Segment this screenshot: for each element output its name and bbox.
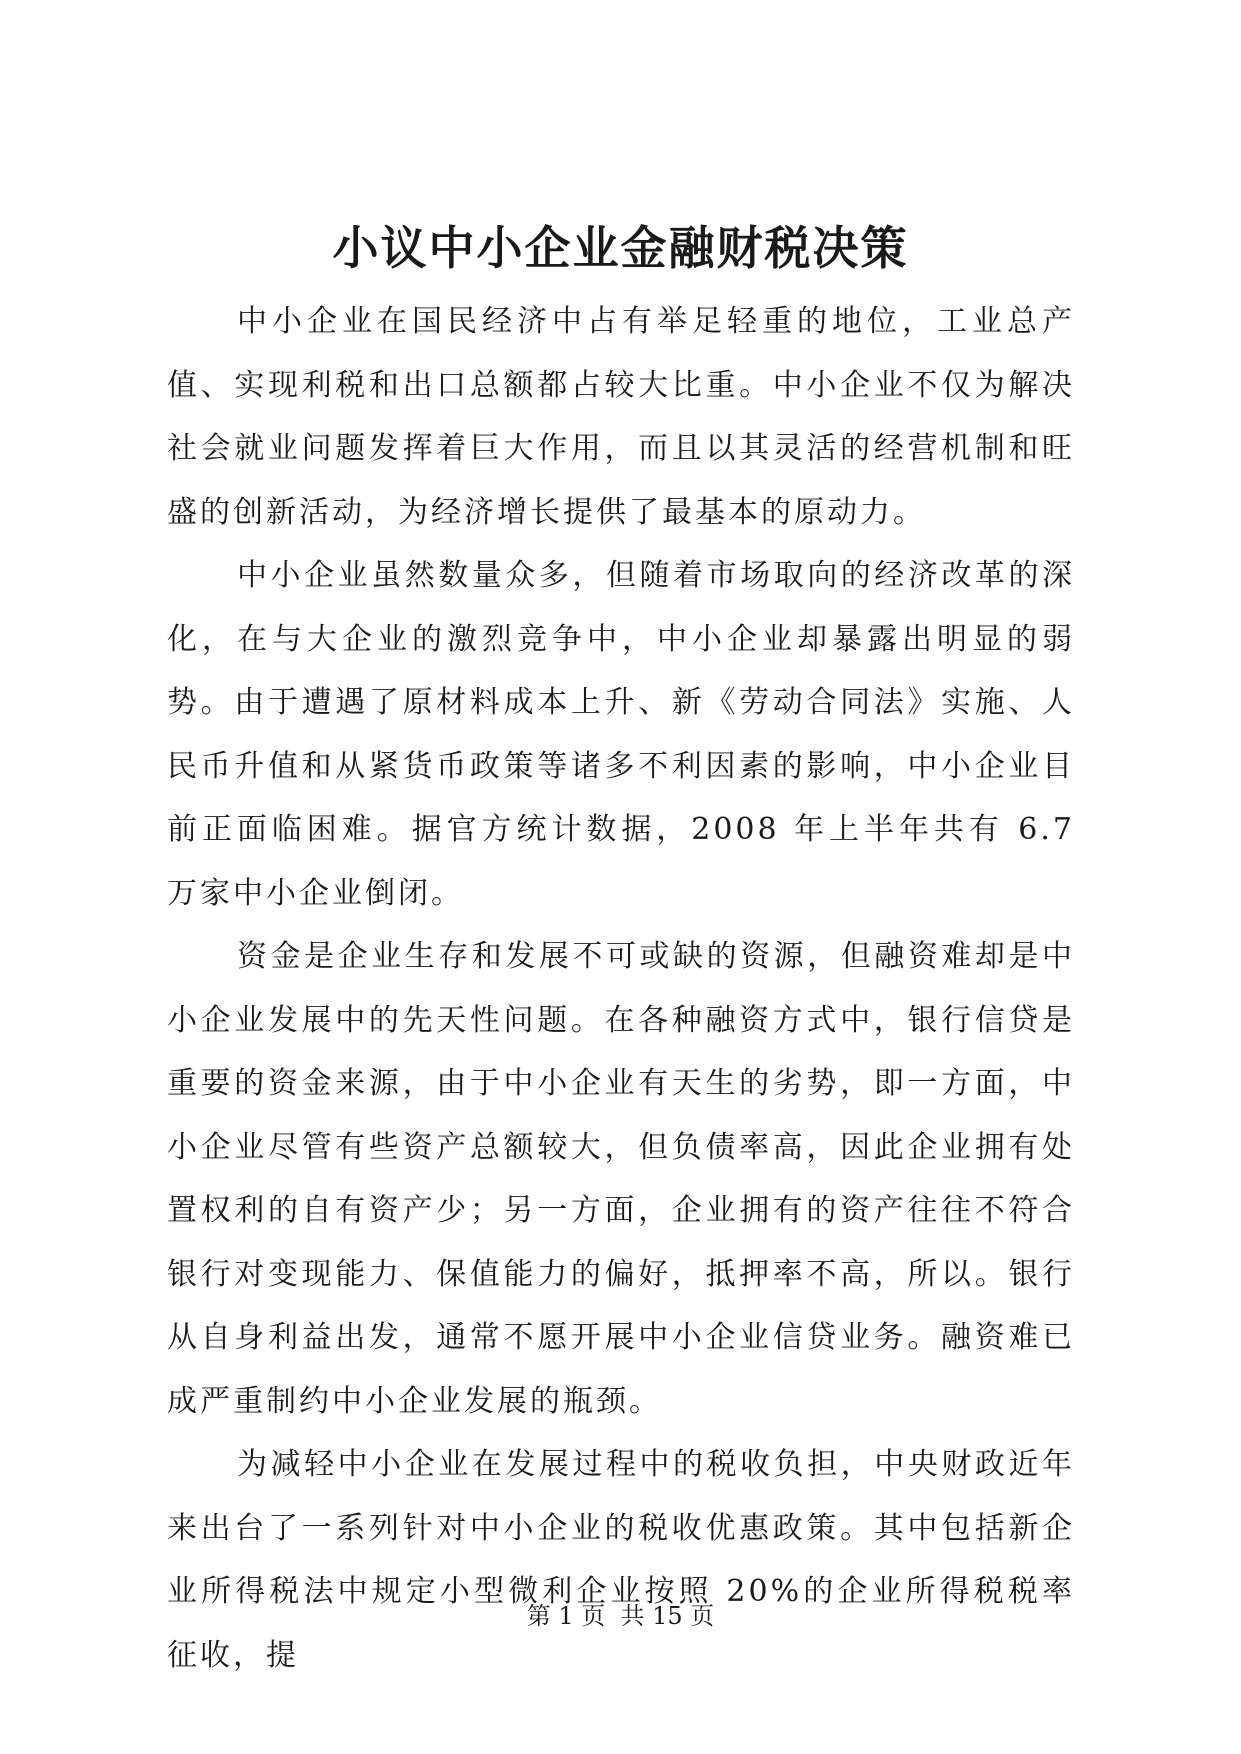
paragraph: 中小企业虽然数量众多，但随着市场取向的经济改革的深化，在与大企业的激烈竞争中，中小企业却暴露出明显的弱势。由于遭遇了原材料成本上升、新《劳动合同法》实施、人民币升值和从紧货币政策等诸多不利因素的影响，中小企业目前正面临困难。据官方统计数据，2008 年上半年共有 6.7 万家中小企业倒闭。 <box>167 558 1075 911</box>
page-footer <box>0 1601 1241 1631</box>
page-number: 第 1 页 共 15 页 <box>526 1602 715 1630</box>
document-title: 小议中小企业金融财税决策 <box>332 221 909 275</box>
paragraph: 中小企业在国民经济中占有举足轻重的地位，工业总产值、实现利税和出口总额都占较大比重。中小企业不仅为解决社会就业问题发挥着巨大作用，而且以其灵活的经营机制和旺盛的创新活动，为经济增长提供了最基本的原动力。 <box>167 304 1075 530</box>
paragraph: 资金是企业生存和发展不可或缺的资源，但融资难却是中小企业发展中的先天性问题。在各种融资方式中，银行信贷是重要的资金来源，由于中小企业有天生的劣势，即一方面，中小企业尽管有些资产总额较大，但负债率高，因此企业拥有处置权利的自有资产少；另一方面，企业拥有的资产往往不符合银行对变现能力、保值能力的偏好，抵押率不高，所以。银行从自身利益出发，通常不愿开展中小企业信贷业务。融资难已成严重制约中小企业发展的瓶颈。 <box>167 939 1075 1419</box>
paragraph: 为减轻中小企业在发展过程中的税收负担，中央财政近年来出台了一系列针对中小企业的税收优惠政策。其中包括新企业所得税法中规定小型微利企业按照 20%的企业所得税税率征收，提 <box>167 1447 1075 1673</box>
document-body <box>167 290 1075 1687</box>
